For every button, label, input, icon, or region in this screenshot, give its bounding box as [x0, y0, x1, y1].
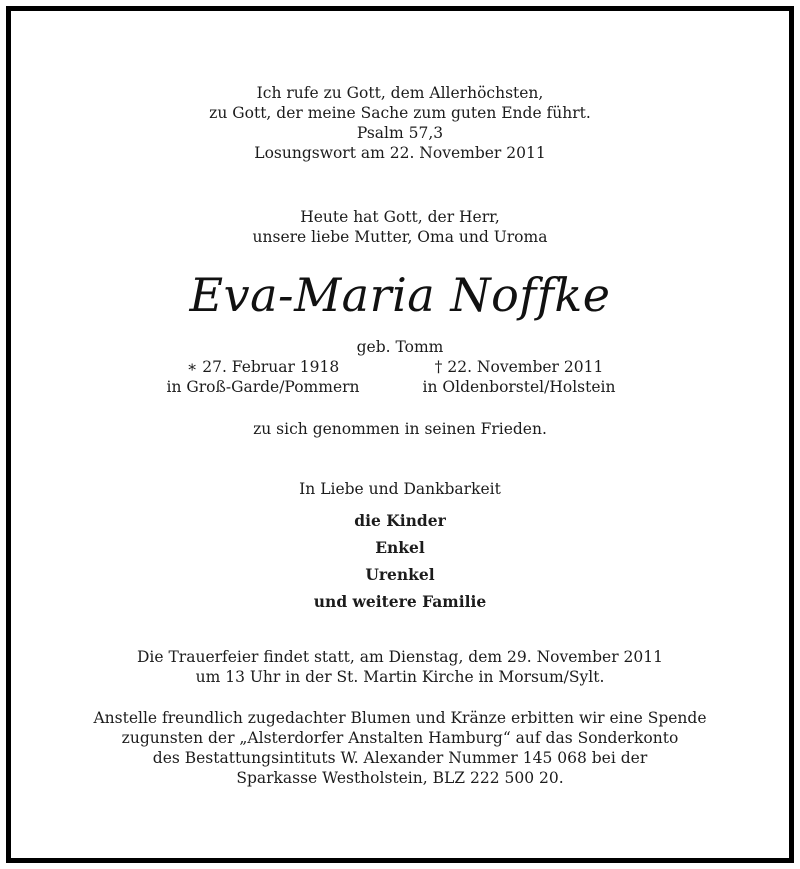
- intro-text: [11, 207, 789, 247]
- service-line-1: Die Trauerfeier findet statt, am Dienstag, dem 29. November 2011: [136, 648, 664, 666]
- donation-line-1: Anstelle freundlich zugedachter Blumen und Kränze erbitten wir eine Spende: [93, 709, 707, 727]
- intro-line-1: Heute hat Gott, der Herr,: [300, 208, 500, 226]
- death-info: [369, 357, 669, 397]
- verse-line-2: zu Gott, der meine Sache zum guten Ende führt.: [209, 104, 591, 122]
- losung-line: Losungswort am 22. November 2011: [254, 144, 546, 162]
- donation-info: [11, 708, 789, 788]
- death-date: † 22. November 2011: [434, 358, 604, 376]
- service-info: [11, 647, 789, 687]
- mourner-family: und weitere Familie: [313, 592, 487, 611]
- maiden-name: geb. Tomm: [356, 338, 444, 356]
- verse-reference: Psalm 57,3: [356, 124, 444, 142]
- donation-line-2: zugunsten der „Alsterdorfer Anstalten Hamburg“ auf das Sonderkonto: [121, 729, 679, 747]
- death-place: in Oldenborstel/Holstein: [422, 378, 616, 396]
- bible-verse: [11, 83, 789, 163]
- obituary-notice: [6, 6, 794, 863]
- mourners-intro: In Liebe und Dankbarkeit: [299, 480, 501, 498]
- service-line-2: um 13 Uhr in der St. Martin Kirche in Morsum/Sylt.: [195, 668, 605, 686]
- donation-line-3: des Bestattungsintituts W. Alexander Nummer 145 068 bei der: [152, 749, 648, 767]
- mourner-grandchildren: Enkel: [375, 538, 425, 557]
- deceased-name: Eva-Maria Noffke: [189, 268, 611, 322]
- birth-place: in Groß-Garde/Pommern: [166, 378, 360, 396]
- mourner-children: die Kinder: [354, 511, 446, 530]
- intro-line-2: unsere liebe Mutter, Oma und Uroma: [252, 228, 548, 246]
- birth-date: ∗ 27. Februar 1918: [186, 358, 340, 376]
- mourner-great-grandchildren: Urenkel: [365, 565, 435, 584]
- mourners-list: [11, 507, 789, 615]
- birth-info: [113, 357, 413, 397]
- donation-line-4: Sparkasse Westholstein, BLZ 222 500 20.: [236, 769, 564, 787]
- taken-line: zu sich genommen in seinen Frieden.: [253, 420, 547, 438]
- verse-line-1: Ich rufe zu Gott, dem Allerhöchsten,: [256, 84, 544, 102]
